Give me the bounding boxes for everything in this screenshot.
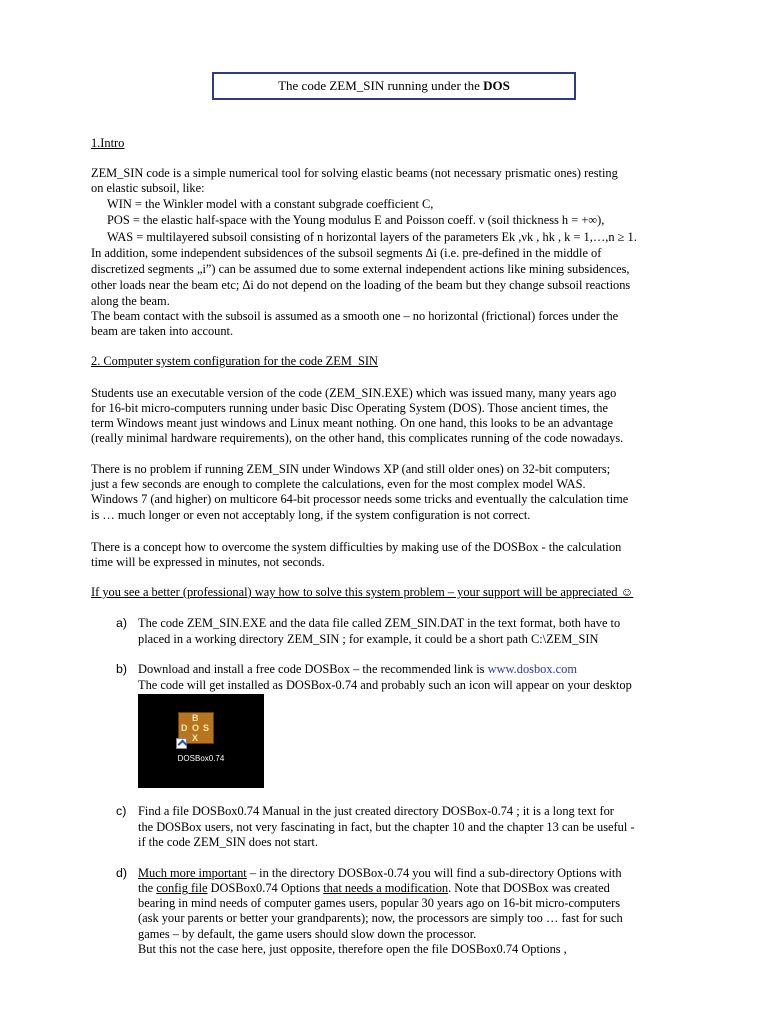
document-title — [212, 72, 576, 100]
item-d-line-5: games – by default, the game users should slow down the processor. — [138, 927, 477, 941]
item-b-line-2: The code will get installed as DOSBox-0.74 and probably such an icon will appear on your desktop — [138, 678, 632, 692]
title-prefix: The code ZEM_SIN running under the — [278, 78, 484, 93]
intro-win: WIN = the Winkler model with a constant subgrade coefficient C, — [107, 197, 434, 211]
para2-line-4: is … much longer or even not acceptably long, if the system configuration is not correct. — [91, 508, 531, 522]
para1-line-4: (really minimal hardware requirements), on the other hand, this complicates running of the code nowadays. — [91, 431, 624, 445]
item-a-line-2: placed in a working directory ZEM_SIN ; for example, it could be a short path C:\ZEM_SIN — [138, 632, 599, 646]
section-heading-intro: 1.Intro — [91, 136, 125, 150]
item-b-line-1: Download and install a free code DOSBox – the recommended link is www.dosbox.com — [138, 662, 577, 676]
item-c-marker: c) — [116, 804, 127, 818]
intro-line-4: discretized segments „i”) can be assumed due to some external independent actions like mining subsidences, — [91, 262, 630, 276]
para2-line-2: just a few seconds are enough to complete the calculations, even for the most complex model WAS. — [91, 477, 586, 491]
item-b-marker: b) — [116, 662, 128, 676]
para1-line-2: for 16-bit micro-computers running under basic Disc Operating System (DOS). Those ancient times, the — [91, 401, 608, 415]
intro-line-6: along the beam. — [91, 294, 170, 308]
intro-pos: POS = the elastic half-space with the Young modulus E and Poisson coeff. ν (soil thickness h = +∞), — [107, 213, 605, 227]
item-d-line-2: the config file DOSBox0.74 Options that needs a modification. Note that DOSBox was created — [138, 881, 610, 895]
para3-line-1: There is a concept how to overcome the system difficulties by making use of the DOSBox - the calculation — [91, 540, 622, 554]
dosbox-logo-icon: B D O S X — [178, 712, 214, 744]
intro-was: WAS = multilayered subsoil consisting of n horizontal layers of the parameters Ek ,νk , hk , k = 1,…,n ≥ 1. — [107, 230, 637, 244]
icon-label: DOSBox0.74 — [177, 754, 225, 763]
item-d-line-1: Much more important – in the directory DOSBox-0.74 you will find a sub-directory Options with — [138, 866, 622, 880]
intro-line-1: ZEM_SIN code is a simple numerical tool for solving elastic beams (not necessary prismatic ones) resting — [91, 166, 618, 180]
item-c-line-3: if the code ZEM_SIN does not start. — [138, 835, 318, 849]
dosbox-link[interactable]: www.dosbox.com — [487, 662, 577, 676]
para1-line-1: Students use an executable version of the code (ZEM_SIN.EXE) which was issued many, many years ago — [91, 386, 617, 400]
intro-line-8: beam are taken into account. — [91, 324, 234, 338]
item-c-line-1: Find a file DOSBox0.74 Manual in the just created directory DOSBox-0.74 ; it is a long text for — [138, 804, 614, 818]
intro-line-7: The beam contact with the subsoil is assumed as a smooth one – no horizontal (frictional) forces under the — [91, 309, 619, 323]
dosbox-desktop-icon[interactable] — [138, 694, 264, 788]
support-note: If you see a better (professional) way how to solve this system problem – your support will be appreciated ☺ — [91, 585, 634, 599]
item-a-marker: a) — [116, 616, 128, 630]
intro-line-2: on elastic subsoil, like: — [91, 181, 205, 195]
para1-line-3: term Windows meant just windows and Linux meant nothing. On one hand, this looks to be an advantage — [91, 416, 614, 430]
intro-line-3: In addition, some independent subsidences of the subsoil segments Δi (i.e. pre-defined in the middle of — [91, 246, 602, 260]
item-d-line-4: (ask your parents or better your grandparents); now, the processors are simply too … fast for such — [138, 911, 623, 925]
para2-line-3: Windows 7 (and higher) on multicore 64-bit processor needs some tricks and eventually the calculation time — [91, 492, 629, 506]
item-d-line-3: bearing in mind needs of computer games users, popular 30 years ago on 16-bit micro-computers — [138, 896, 621, 910]
section-heading-config: 2. Computer system configuration for the code ZEM_SIN — [91, 354, 378, 368]
intro-line-5: other loads near the beam etc; Δi do not depend on the loading of the beam but they change subsoil reactions — [91, 278, 631, 292]
item-d-marker: d) — [116, 866, 128, 880]
title-bold: DOS — [483, 78, 510, 93]
item-a-line-1: The code ZEM_SIN.EXE and the data file called ZEM_SIN.DAT in the text format, both have to — [138, 616, 621, 630]
item-d-line-6: But this not the case here, just opposite, therefore open the file DOSBox0.74 Options , — [138, 942, 567, 956]
item-c-line-2: the DOSBox users, not very fascinating in fact, but the chapter 10 and the chapter 13 can be useful - — [138, 820, 635, 834]
para2-line-1: There is no problem if running ZEM_SIN under Windows XP (and still older ones) on 32-bit computers; — [91, 462, 611, 476]
para3-line-2: time will be expressed in minutes, not seconds. — [91, 555, 325, 569]
shortcut-arrow-icon — [176, 738, 187, 749]
